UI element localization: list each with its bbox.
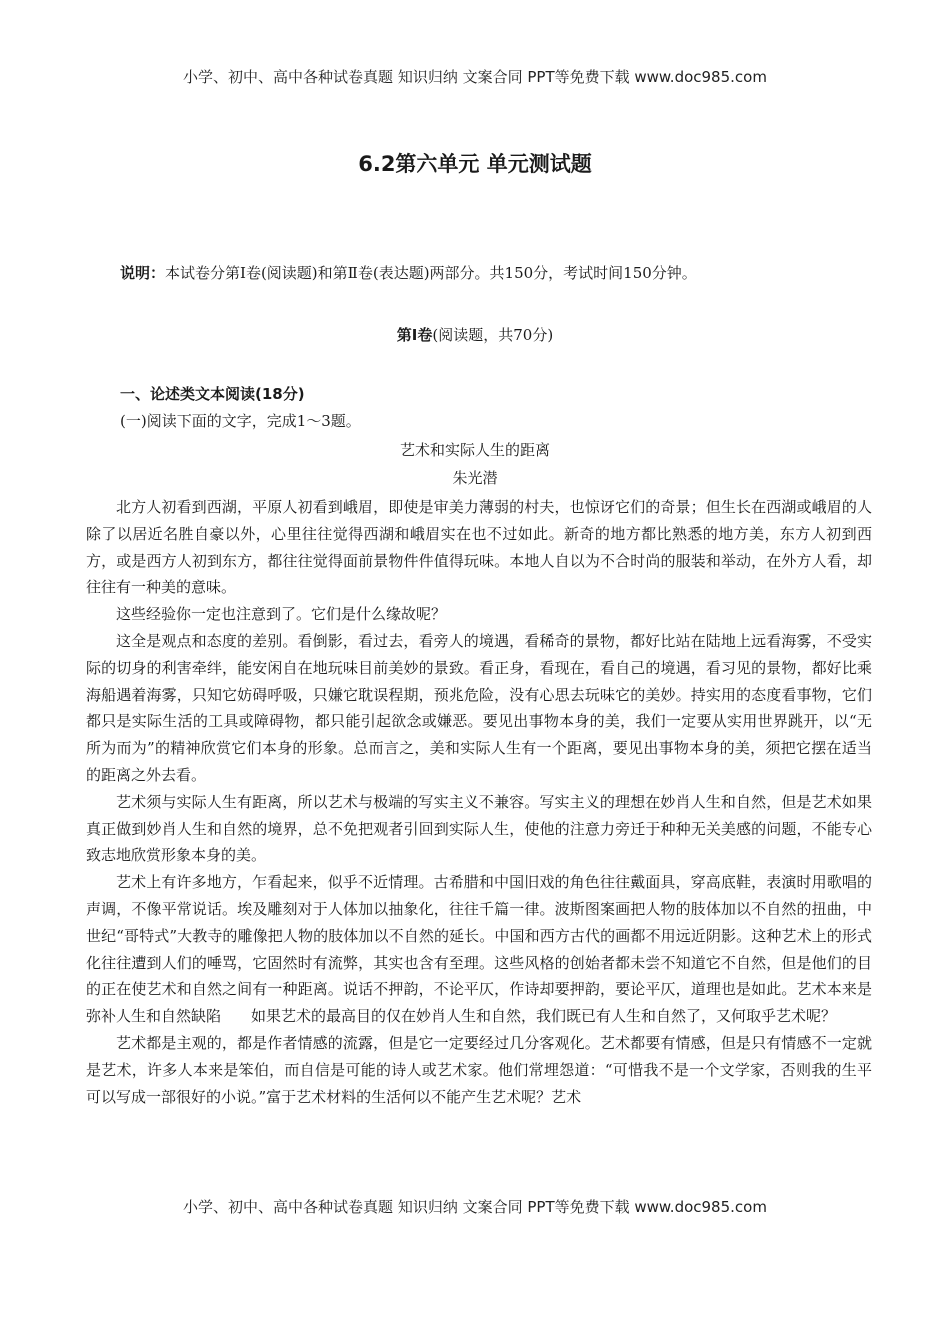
page-header: 小学、初中、高中各种试卷真题 知识归纳 文案合同 PPT等免费下载 www.doc985.com — [183, 68, 767, 86]
part-one-heading — [0, 324, 950, 345]
reading-instruction: (一)阅读下面的文字，完成1～3题。 — [120, 412, 361, 430]
page-footer: 小学、初中、高中各种试卷真题 知识归纳 文案合同 PPT等免费下载 www.doc985.com — [183, 1198, 767, 1216]
part-one-description: (阅读题，共70分) — [432, 326, 554, 344]
paragraph: 艺术须与实际人生有距离，所以艺术与极端的写实主义不兼容。写实主义的理想在妙肖人生和自然，但是艺术如果真正做到妙肖人生和自然的境界，总不免把观者引回到实际人生，使他的注意力旁迁于种种无关美感的问题，不能专心致志地欣赏形象本身的美。 — [86, 792, 872, 865]
paragraph: 艺术上有许多地方，乍看起来，似乎不近情理。古希腊和中国旧戏的角色往往戴面具，穿高底鞋，表演时用歌唱的声调，不像平常说话。埃及雕刻对于人体加以抽象化，往往千篇一律。波斯图案画把人物的肢体加以不自然的扭曲，中世纪“哥特式”大教寺的雕像把人物的肢体加以不自然的延长。中国和西方古代的画都不用远近阴影。这种艺术上的形式化往往遭到人们的唾骂，它固然时有流弊，其实也含有至理。这些风格的创始者都未尝不知道它不自然，但是他们的目的正在使艺术和自然之间有一种距离。说话不押韵，不论平仄，作诗却要押韵，要论平仄，道理也是如此。艺术本来是弥补人生和自然缺陷 如果艺术的最高目的仅在妙肖人生和自然，我们既已有人生和自然了，又何取乎艺术呢？ — [86, 873, 872, 1026]
article-body — [86, 494, 872, 1110]
exam-instructions — [120, 262, 880, 283]
paragraph: 北方人初看到西湖，平原人初看到峨眉，即使是审美力薄弱的村夫，也惊讶它们的奇景；但生长在西湖或峨眉的人除了以居近名胜自豪以外，心里往往觉得西湖和峨眉实在也不过如此。新奇的地方都比熟悉的地方美，东方人初到西方，或是西方人初到东方，都往往觉得面前景物件件值得玩味。本地人自以为不合时尚的服装和举动，在外方人看，却往往有一种美的意味。 — [86, 498, 872, 597]
instructions-label: 说明： — [120, 264, 166, 282]
section-heading: 一、论述类文本阅读(18分) — [120, 385, 305, 403]
paragraph: 这全是观点和态度的差别。看倒影，看过去，看旁人的境遇，看稀奇的景物，都好比站在陆地上远看海雾，不受实际的切身的利害牵绊，能安闲自在地玩味目前美妙的景致。看正身，看现在，看自己的境遇，看习见的景物，都好比乘海船遇着海雾，只知它妨碍呼吸，只嫌它耽误程期，预兆危险，没有心思去玩味它的美妙。持实用的态度看事物，它们都只是实际生活的工具或障碍物，都只能引起欲念或嫌恶。要见出事物本身的美，我们一定要从实用世界跳开，以“无所为而为”的精神欣赏它们本身的形象。总而言之，美和实际人生有一个距离，要见出事物本身的美，须把它摆在适当的距离之外去看。 — [86, 631, 872, 784]
article-title: 艺术和实际人生的距离 — [399, 441, 550, 459]
paragraph: 这些经验你一定也注意到了。它们是什么缘故呢？ — [116, 605, 447, 624]
part-one-label: 第Ⅰ卷 — [396, 326, 433, 344]
article-author: 朱光潜 — [452, 469, 498, 487]
page-title: 6.2第六单元 单元测试题 — [358, 152, 592, 176]
instructions-text: 本试卷分第Ⅰ卷(阅读题)和第Ⅱ卷(表达题)两部分。共150分，考试时间150分钟。 — [165, 264, 697, 282]
paragraph: 艺术都是主观的，都是作者情感的流露，但是它一定要经过几分客观化。艺术都要有情感，但是只有情感不一定就是艺术，许多人本来是笨伯，而自信是可能的诗人或艺术家。他们常埋怨道：“可惜我不是一个文学家，否则我的生平可以写成一部很好的小说。”富于艺术材料的生活何以不能产生艺术呢？艺术 — [86, 1033, 872, 1106]
